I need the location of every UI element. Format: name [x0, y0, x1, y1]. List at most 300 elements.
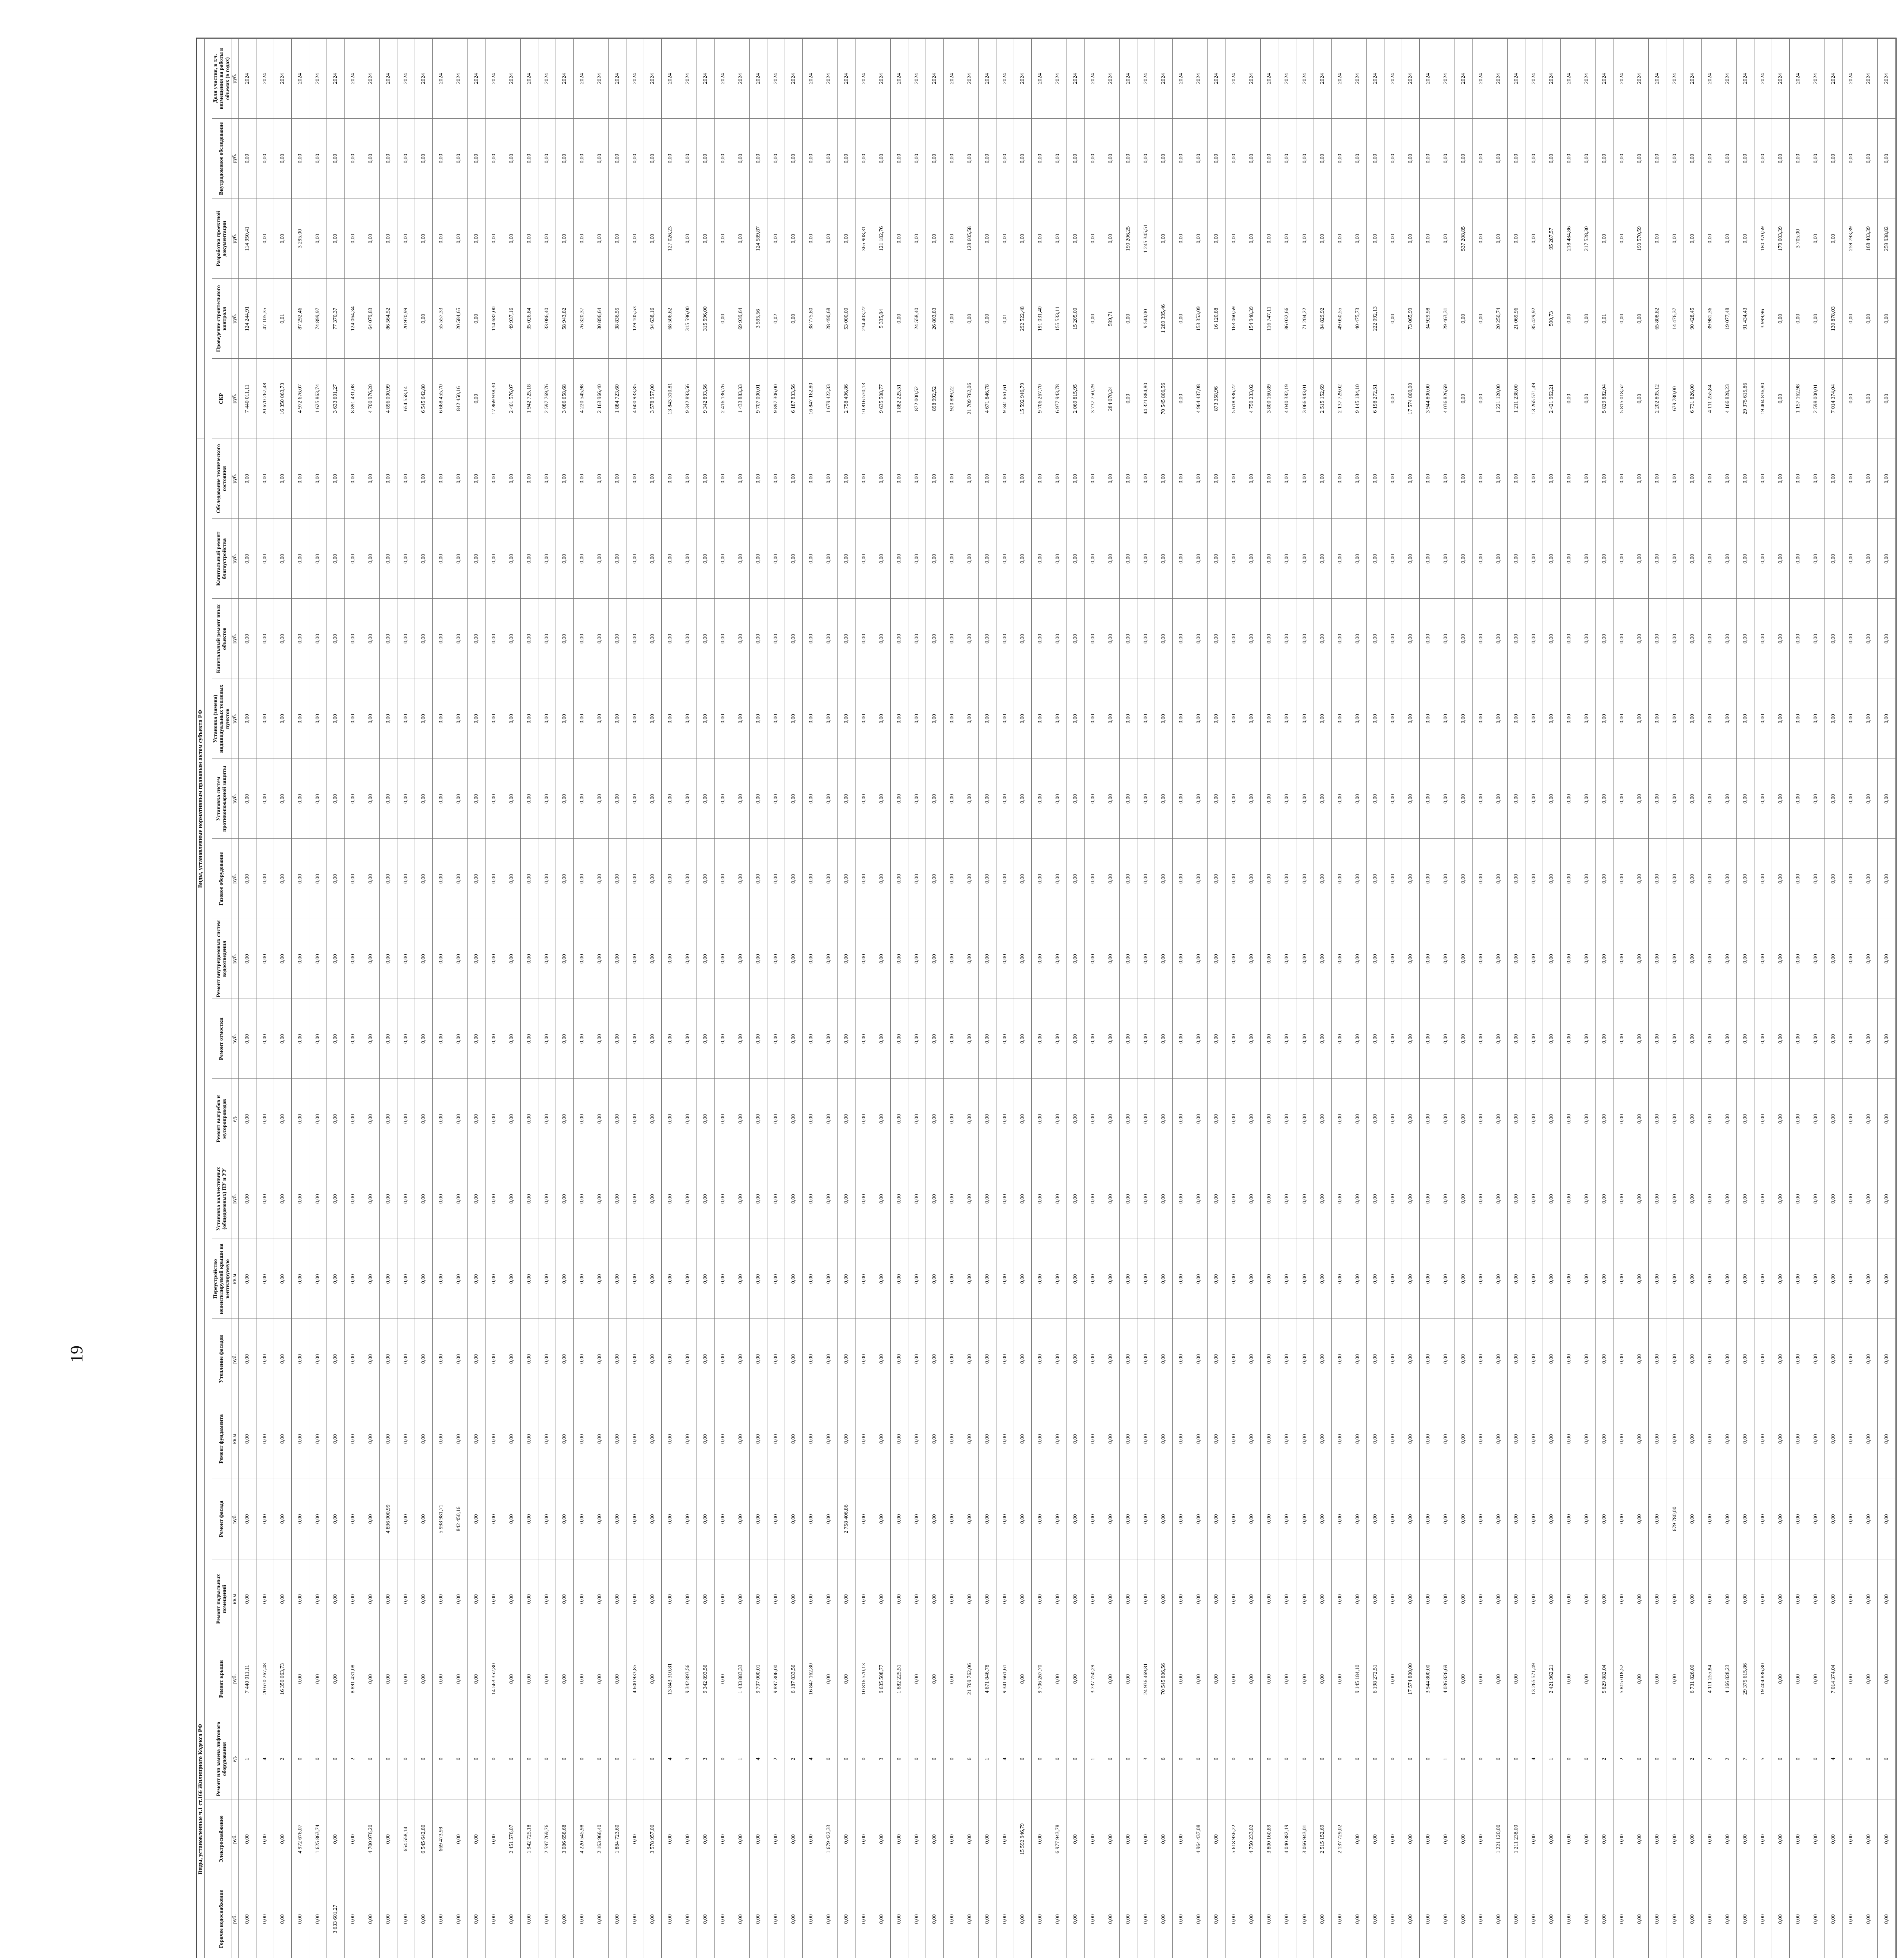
- table-cell: 0,00: [944, 839, 961, 919]
- table-cell: 0,00: [309, 839, 327, 919]
- table-cell: 0,00: [961, 1799, 979, 1879]
- table-cell: 0,00: [256, 839, 274, 919]
- table-cell: 0,00: [944, 679, 961, 759]
- table-cell: 0,00: [556, 1639, 573, 1719]
- table-cell: 0,00: [538, 119, 556, 199]
- table-cell: 2024: [644, 39, 661, 119]
- table-cell: 0,00: [503, 1319, 520, 1399]
- table-cell: 0,00: [1225, 1079, 1243, 1159]
- table-cell: 0,00: [1014, 999, 1032, 1079]
- table-cell: 0,00: [1807, 439, 1825, 518]
- table-cell: 0,00: [538, 839, 556, 919]
- table-cell: 0,00: [379, 1159, 397, 1239]
- table-cell: 0,00: [1314, 1639, 1331, 1719]
- table-cell: 0,00: [344, 839, 362, 919]
- table-cell: 0,00: [1878, 759, 1896, 839]
- table-cell: 2024: [1314, 39, 1331, 119]
- table-cell: 0,00: [1701, 519, 1719, 599]
- table-cell: 0,00: [1684, 1559, 1701, 1639]
- table-cell: 0,00: [1120, 1159, 1137, 1239]
- table-cell: 0,00: [1049, 1159, 1067, 1239]
- table-cell: 0,00: [873, 519, 891, 599]
- table-cell: 0,00: [1049, 1639, 1067, 1719]
- table-cell: 0,00: [1102, 1239, 1120, 1319]
- table-cell: 13 265 571,49: [1525, 1639, 1543, 1719]
- table-cell: 2 069 815,95: [1067, 359, 1085, 439]
- table-cell: 2024: [1173, 39, 1190, 119]
- table-cell: 0,00: [1402, 1479, 1419, 1559]
- table-cell: 0,00: [626, 1799, 644, 1879]
- table-cell: 0,00: [626, 679, 644, 759]
- table-row: [750, 39, 767, 1958]
- table-cell: 0,00: [1578, 679, 1595, 759]
- table-cell: 0,00: [397, 839, 415, 919]
- table-cell: 0,00: [1807, 199, 1825, 278]
- table-cell: 0,00: [573, 439, 591, 518]
- table-row: [1296, 39, 1314, 1958]
- table-cell: 0,00: [996, 1799, 1014, 1879]
- table-cell: 0,00: [1173, 199, 1190, 278]
- table-cell: 0,00: [1261, 199, 1278, 278]
- table-cell: 0,00: [926, 519, 944, 599]
- table-cell: 68 506,62: [661, 279, 679, 359]
- table-cell: 0,00: [520, 1559, 538, 1639]
- table-cell: 0,00: [1560, 839, 1578, 919]
- table-cell: 0,00: [608, 1479, 626, 1559]
- table-cell: 0,00: [1014, 919, 1032, 999]
- table-cell: 0,00: [432, 919, 450, 999]
- table-cell: 0,00: [1842, 359, 1860, 439]
- table-cell: 28 490,68: [820, 279, 838, 359]
- table-cell: 0,00: [1225, 1319, 1243, 1399]
- unit-cell: руб.: [231, 1879, 238, 1958]
- table-cell: 0,00: [785, 1399, 803, 1479]
- table-cell: 49 050,55: [1331, 279, 1349, 359]
- table-cell: 0,00: [926, 1079, 944, 1159]
- table-cell: 0,00: [397, 1079, 415, 1159]
- table-cell: 0,00: [873, 599, 891, 679]
- table-cell: 0,00: [432, 119, 450, 199]
- table-cell: 0,00: [1684, 919, 1701, 999]
- table-cell: 0,00: [309, 759, 327, 839]
- table-cell: 0,00: [1366, 1559, 1384, 1639]
- table-cell: 0,00: [379, 119, 397, 199]
- table-cell: 0,00: [1102, 1479, 1120, 1559]
- table-cell: 0,00: [1455, 599, 1472, 679]
- table-cell: 0,00: [1349, 519, 1366, 599]
- table-cell: 87 292,46: [291, 279, 309, 359]
- table-cell: 0,00: [1772, 279, 1789, 359]
- table-cell: 0,00: [432, 1239, 450, 1319]
- table-cell: 9 706 267,70: [1032, 1639, 1049, 1719]
- table-cell: 4: [1525, 1719, 1543, 1799]
- table-cell: 0,00: [979, 119, 996, 199]
- table-cell: 0,00: [714, 759, 732, 839]
- table-cell: 0,00: [309, 1319, 327, 1399]
- table-cell: 0,00: [1719, 999, 1736, 1079]
- table-cell: 0,00: [1366, 119, 1384, 199]
- table-cell: 0,00: [1560, 279, 1578, 359]
- table-cell: 2024: [379, 39, 397, 119]
- table-cell: 0,00: [1578, 1639, 1595, 1719]
- table-cell: 0,00: [1102, 1319, 1120, 1399]
- table-cell: 0,00: [644, 1639, 661, 1719]
- table-cell: 0,00: [1719, 839, 1736, 919]
- unit-cell: кв.м: [231, 1399, 238, 1479]
- table-cell: 0,00: [1560, 359, 1578, 439]
- table-cell: 0,00: [450, 1079, 467, 1159]
- table-cell: 0,00: [415, 1239, 432, 1319]
- table-cell: 0,00: [1085, 119, 1102, 199]
- table-row: [732, 39, 750, 1958]
- table-cell: 0,00: [750, 999, 767, 1079]
- table-cell: 0: [1578, 1719, 1595, 1799]
- table-cell: 0,00: [1631, 1319, 1648, 1399]
- table-cell: 0,00: [1772, 1159, 1789, 1239]
- table-row: [1595, 39, 1613, 1958]
- table-cell: 0,00: [1419, 839, 1437, 919]
- table-cell: 0,00: [1543, 599, 1560, 679]
- table-cell: 0,00: [908, 1159, 926, 1239]
- column-header: Установка коллективных (общедомовых) ПУ и УУ: [212, 1159, 231, 1239]
- table-cell: 0,00: [961, 119, 979, 199]
- unit-cell: руб.: [231, 999, 238, 1079]
- table-cell: 315 596,00: [679, 279, 697, 359]
- table-cell: 0,00: [679, 439, 697, 518]
- table-cell: 0,00: [714, 679, 732, 759]
- table-cell: 0,00: [1807, 759, 1825, 839]
- table-cell: 0,00: [432, 1079, 450, 1159]
- table-cell: 0,00: [1631, 999, 1648, 1079]
- table-cell: 0,00: [1278, 439, 1296, 518]
- table-cell: 0,00: [556, 1479, 573, 1559]
- table-cell: 0,00: [908, 1319, 926, 1399]
- table-cell: 0,00: [1789, 1559, 1807, 1639]
- table-cell: 0,00: [327, 839, 344, 919]
- table-cell: 19 404 836,80: [1754, 359, 1772, 439]
- table-cell: 0,00: [538, 439, 556, 518]
- table-cell: 0,00: [1648, 199, 1666, 278]
- table-row: [838, 39, 855, 1958]
- table-cell: 0,00: [714, 519, 732, 599]
- table-cell: 3 066 943,01: [1296, 1799, 1314, 1879]
- table-cell: 0,00: [908, 999, 926, 1079]
- table-cell: 0,00: [485, 119, 503, 199]
- table-cell: 2024: [238, 39, 256, 119]
- table-cell: 0,00: [1120, 919, 1137, 999]
- table-cell: 0,00: [1173, 1799, 1190, 1879]
- table-cell: 0,00: [855, 1079, 873, 1159]
- table-cell: 4 964 437,08: [1190, 1799, 1208, 1879]
- table-cell: 0,00: [1701, 1159, 1719, 1239]
- table-cell: 0,00: [785, 1479, 803, 1559]
- table-cell: 0,00: [1314, 1879, 1331, 1958]
- table-cell: 0,00: [1102, 1079, 1120, 1159]
- table-cell: 0,00: [1455, 759, 1472, 839]
- table-cell: 0,00: [432, 439, 450, 518]
- table-cell: 2024: [679, 39, 697, 119]
- table-cell: 0,00: [750, 1319, 767, 1399]
- table-cell: 0,00: [926, 1479, 944, 1559]
- table-cell: 0,00: [1366, 759, 1384, 839]
- table-cell: 0,00: [538, 1319, 556, 1399]
- table-cell: 0,00: [1173, 1079, 1190, 1159]
- table-cell: 0,00: [1314, 439, 1331, 518]
- table-cell: 0,00: [1648, 1479, 1666, 1559]
- table-cell: 0,00: [1648, 519, 1666, 599]
- table-cell: 0,00: [503, 119, 520, 199]
- table-cell: 0: [820, 1719, 838, 1799]
- table-cell: 2024: [1225, 39, 1243, 119]
- table-cell: 0,00: [1595, 1319, 1613, 1399]
- table-cell: 0,00: [1049, 439, 1067, 518]
- table-cell: 9 540,00: [1137, 279, 1155, 359]
- table-cell: 0,00: [309, 1399, 327, 1479]
- table-cell: 898 992,52: [926, 359, 944, 439]
- table-cell: 0,00: [1296, 1239, 1314, 1319]
- table-cell: 0,00: [891, 1399, 908, 1479]
- table-cell: 0: [573, 1719, 591, 1799]
- table-cell: 0,00: [432, 1159, 450, 1239]
- table-cell: 0,00: [1595, 599, 1613, 679]
- table-row: [873, 39, 891, 1958]
- table-cell: 0,00: [1014, 1639, 1032, 1719]
- table-cell: 0,00: [1772, 1079, 1789, 1159]
- table-cell: 0,00: [1878, 839, 1896, 919]
- table-cell: 3 800 160,89: [1261, 359, 1278, 439]
- table-cell: 124 064,34: [344, 279, 362, 359]
- table-cell: 0: [1631, 1719, 1648, 1799]
- table-cell: 0,00: [1384, 759, 1402, 839]
- table-cell: 0,00: [1736, 1159, 1754, 1239]
- table-cell: 0,00: [1366, 999, 1384, 1079]
- table-cell: 0,00: [1296, 439, 1314, 518]
- table-cell: 1 221 120,00: [1490, 1799, 1507, 1879]
- table-cell: 0,00: [1860, 679, 1878, 759]
- table-cell: 0,00: [785, 839, 803, 919]
- table-cell: 0,00: [556, 919, 573, 999]
- table-cell: 0,00: [1807, 999, 1825, 1079]
- table-cell: 0,00: [1842, 1879, 1860, 1958]
- table-cell: 0,00: [291, 1319, 309, 1399]
- table-cell: 0,00: [1155, 839, 1173, 919]
- table-cell: 0,00: [1878, 679, 1896, 759]
- table-cell: 0: [1455, 1719, 1472, 1799]
- table-cell: 0,00: [1296, 919, 1314, 999]
- table-cell: 0,00: [1155, 1479, 1173, 1559]
- table-cell: 0,00: [1684, 199, 1701, 278]
- table-cell: 5 998 981,71: [432, 1479, 450, 1559]
- table-cell: 0,00: [1772, 1319, 1789, 1399]
- table-cell: 0,00: [1419, 679, 1437, 759]
- table-cell: 2 416 136,76: [714, 359, 732, 439]
- table-cell: 0,00: [1490, 1159, 1507, 1239]
- table-cell: 0,00: [1120, 599, 1137, 679]
- table-cell: 0,00: [1701, 439, 1719, 518]
- table-cell: 0,00: [556, 439, 573, 518]
- table-cell: 0,00: [891, 1159, 908, 1239]
- table-cell: 0,00: [1243, 1159, 1261, 1239]
- table-cell: 0,00: [538, 1159, 556, 1239]
- table-cell: 0,00: [1208, 1079, 1225, 1159]
- table-cell: 0,00: [838, 919, 855, 999]
- table-cell: 0,00: [362, 999, 379, 1079]
- table-cell: 0: [1472, 1719, 1490, 1799]
- table-cell: 0,00: [344, 1239, 362, 1319]
- table-cell: 0,00: [1349, 1079, 1366, 1159]
- table-cell: 0,00: [327, 999, 344, 1079]
- table-cell: 9 707 000,01: [750, 1639, 767, 1719]
- table-cell: 0,00: [961, 999, 979, 1079]
- table-cell: 3 086 658,68: [556, 1799, 573, 1879]
- table-cell: 0,00: [1631, 439, 1648, 518]
- table-cell: 0,00: [1190, 919, 1208, 999]
- table-cell: 9 342 893,56: [679, 1639, 697, 1719]
- table-cell: 0: [503, 1719, 520, 1799]
- table-cell: 33 086,40: [538, 279, 556, 359]
- table-cell: 77 370,37: [327, 279, 344, 359]
- table-row: [1525, 39, 1543, 1958]
- table-cell: 0,00: [803, 1399, 820, 1479]
- table-cell: 0: [1807, 1719, 1825, 1799]
- table-cell: 0,00: [1278, 1879, 1296, 1958]
- table-cell: 4 671 846,78: [979, 359, 996, 439]
- table-cell: 0,00: [467, 1879, 485, 1958]
- table-cell: 39 981,36: [1701, 279, 1719, 359]
- table-cell: 0,00: [274, 1319, 291, 1399]
- table-cell: 0,00: [379, 839, 397, 919]
- table-cell: 0: [1648, 1719, 1666, 1799]
- table-cell: 0,00: [1507, 1639, 1525, 1719]
- table-cell: 0,00: [1085, 839, 1102, 919]
- table-cell: 0,00: [661, 759, 679, 839]
- table-cell: 0,00: [785, 1319, 803, 1399]
- table-cell: 0,00: [1208, 1879, 1225, 1958]
- table-cell: 0,00: [1331, 1479, 1349, 1559]
- table-cell: 0,00: [1772, 1799, 1789, 1879]
- table-cell: 0,00: [344, 679, 362, 759]
- table-cell: 0,00: [1595, 1879, 1613, 1958]
- table-row: [626, 39, 644, 1958]
- table-cell: 0,00: [1525, 599, 1543, 679]
- table-cell: 0,00: [415, 1559, 432, 1639]
- table-cell: 0,00: [274, 839, 291, 919]
- table-cell: 0,00: [1296, 1639, 1314, 1719]
- table-cell: 0,00: [785, 1799, 803, 1879]
- table-cell: 0,00: [644, 1239, 661, 1319]
- table-cell: 0,00: [944, 1479, 961, 1559]
- table-cell: 0,00: [538, 1559, 556, 1639]
- table-cell: 0: [485, 1719, 503, 1799]
- table-cell: 0,00: [238, 1799, 256, 1879]
- table-cell: 0: [1507, 1719, 1525, 1799]
- table-cell: 5 335,84: [873, 279, 891, 359]
- table-cell: 0,00: [485, 1559, 503, 1639]
- table-cell: 0,00: [1437, 519, 1455, 599]
- table-cell: 0,00: [697, 439, 714, 518]
- table-cell: 0,00: [485, 199, 503, 278]
- table-cell: 4 111 255,84: [1701, 359, 1719, 439]
- table-cell: 0,00: [1331, 1319, 1349, 1399]
- unit-cell: руб.: [231, 119, 238, 199]
- table-cell: 0,00: [520, 999, 538, 1079]
- table-cell: 873 358,96: [1208, 359, 1225, 439]
- table-cell: 0,00: [855, 919, 873, 999]
- table-cell: 0,00: [1578, 1879, 1595, 1958]
- table-cell: 0,00: [1666, 1319, 1684, 1399]
- table-cell: 0: [855, 1719, 873, 1799]
- table-cell: 0,00: [538, 1879, 556, 1958]
- table-cell: 0,00: [1085, 1479, 1102, 1559]
- table-cell: 0,00: [1789, 999, 1807, 1079]
- table-cell: 0,00: [767, 1799, 785, 1879]
- table-cell: 0,00: [1155, 679, 1173, 759]
- table-cell: 2: [1701, 1719, 1719, 1799]
- table-cell: 2024: [450, 39, 467, 119]
- unit-cell: руб.: [231, 279, 238, 359]
- table-cell: 0,00: [873, 1479, 891, 1559]
- table-cell: 0,00: [855, 119, 873, 199]
- table-cell: 0,00: [1772, 1239, 1789, 1319]
- table-cell: 0: [1666, 1719, 1684, 1799]
- table-cell: 0,00: [644, 599, 661, 679]
- table-cell: 2024: [1701, 39, 1719, 119]
- table-cell: 0,00: [1190, 759, 1208, 839]
- table-cell: 0,00: [1049, 679, 1067, 759]
- table-cell: 5 815 018,52: [1613, 359, 1631, 439]
- table-cell: 0,00: [838, 759, 855, 839]
- table-cell: 0,00: [1102, 679, 1120, 759]
- table-cell: 0,00: [1049, 599, 1067, 679]
- table-cell: 0,00: [1578, 999, 1595, 1079]
- table-cell: 0,00: [309, 999, 327, 1079]
- table-cell: 0,00: [238, 1399, 256, 1479]
- table-cell: 0,00: [1014, 439, 1032, 518]
- table-cell: 0,00: [1754, 1239, 1772, 1319]
- table-cell: 0,00: [1560, 1559, 1578, 1639]
- table-cell: 0,00: [979, 1559, 996, 1639]
- table-cell: 0,00: [767, 999, 785, 1079]
- table-cell: 0,00: [1631, 1079, 1648, 1159]
- table-cell: 0,00: [362, 759, 379, 839]
- table-cell: 0,00: [908, 599, 926, 679]
- table-cell: 0,00: [397, 1639, 415, 1719]
- table-cell: 0,00: [1243, 919, 1261, 999]
- table-cell: 0,00: [450, 759, 467, 839]
- table-cell: 0,00: [1208, 199, 1225, 278]
- table-cell: 0,00: [979, 1399, 996, 1479]
- table-cell: 0,00: [1807, 119, 1825, 199]
- table-cell: 0,00: [1155, 199, 1173, 278]
- table-cell: 0,00: [1261, 679, 1278, 759]
- table-cell: 0,00: [1437, 1159, 1455, 1239]
- table-cell: 0,00: [485, 1079, 503, 1159]
- table-cell: 0,00: [1789, 1159, 1807, 1239]
- table-cell: 1: [1437, 1719, 1455, 1799]
- table-cell: 0,00: [1631, 839, 1648, 919]
- table-cell: 0,00: [1225, 439, 1243, 518]
- table-cell: 1 433 883,33: [732, 1639, 750, 1719]
- table-cell: 0,00: [1137, 919, 1155, 999]
- table-cell: 0,00: [1437, 199, 1455, 278]
- table-cell: 0,00: [944, 919, 961, 999]
- table-cell: 0,00: [1490, 1479, 1507, 1559]
- table-cell: 0,00: [1384, 359, 1402, 439]
- table-cell: 0,00: [1472, 519, 1490, 599]
- table-cell: 85 429,92: [1525, 279, 1543, 359]
- table-cell: 0,00: [1507, 839, 1525, 919]
- table-cell: 0,00: [1437, 439, 1455, 518]
